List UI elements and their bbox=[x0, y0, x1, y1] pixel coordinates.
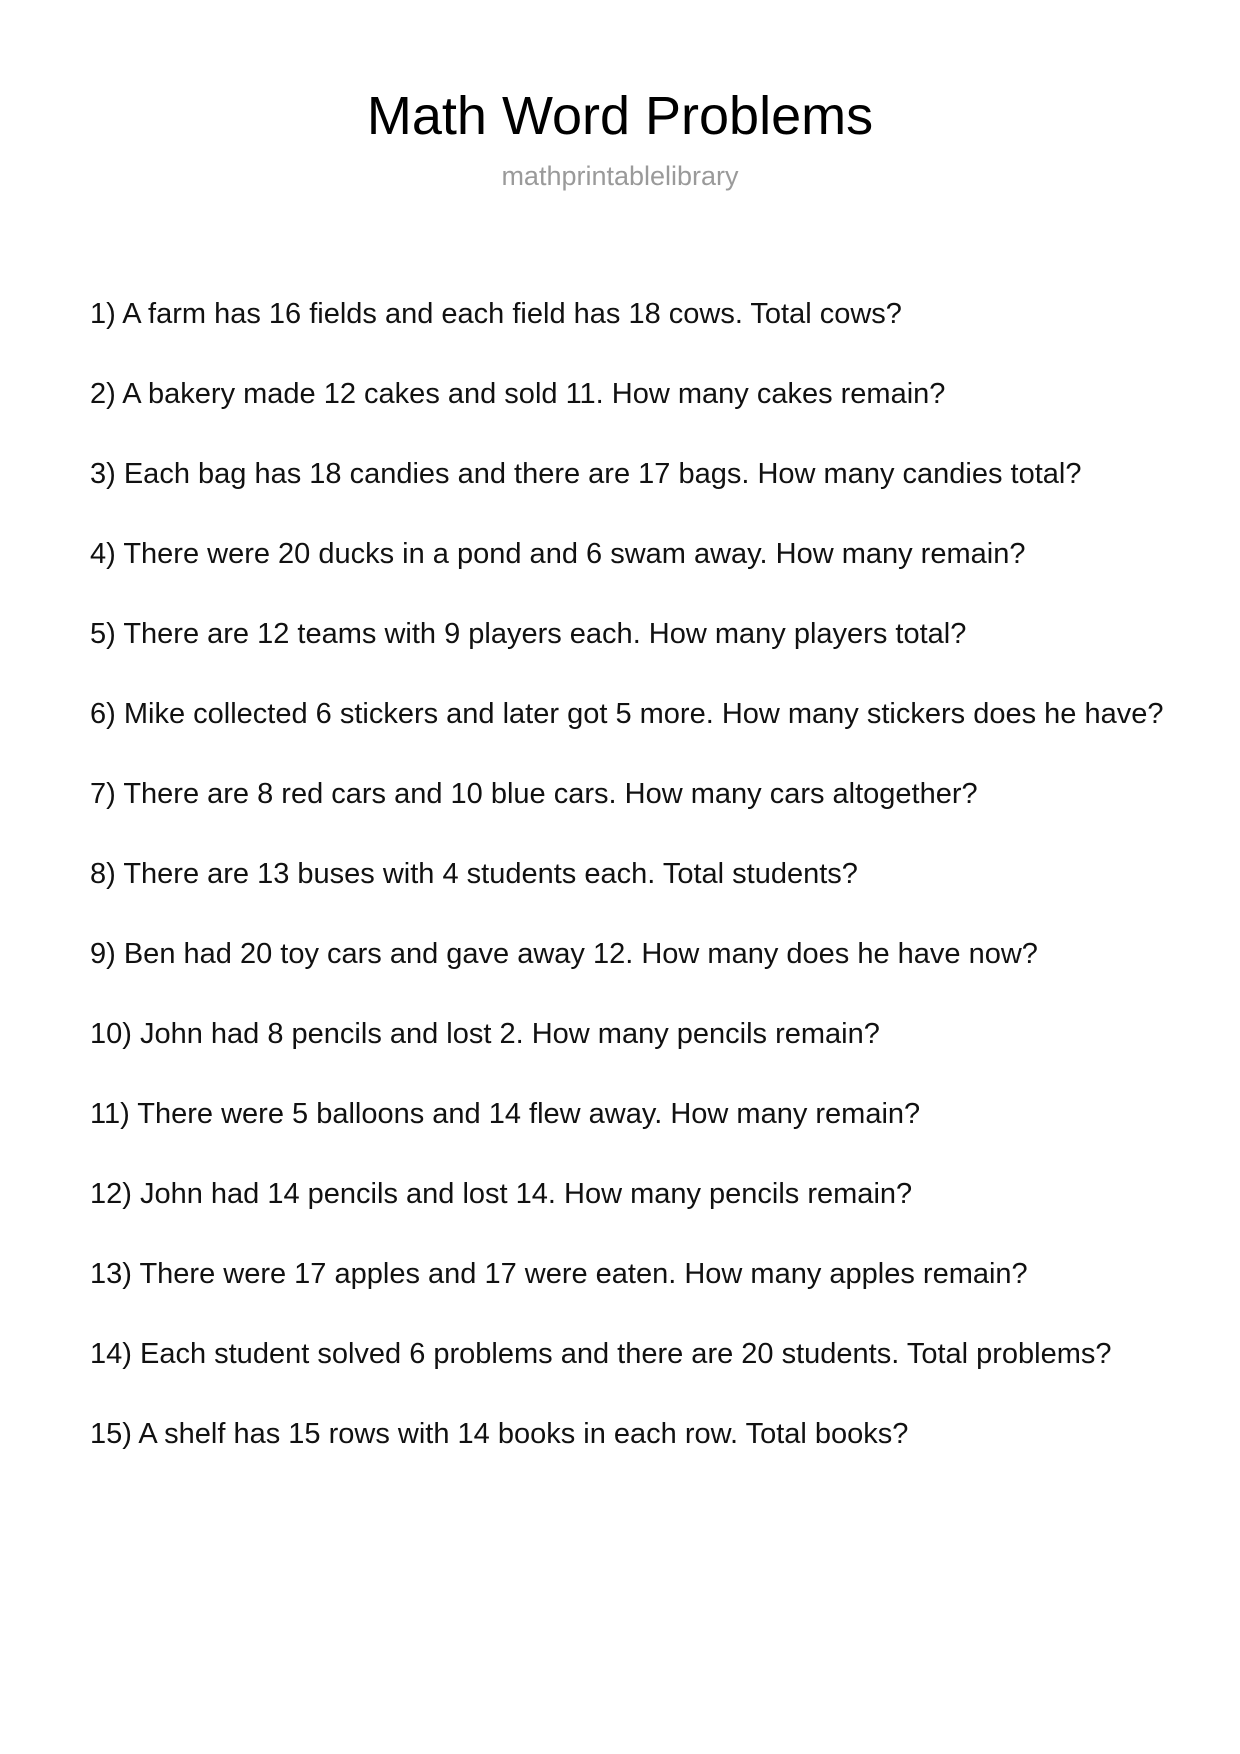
problem-item: 5) There are 12 teams with 9 players each. How many players total? bbox=[90, 618, 967, 650]
problem-item: 13) There were 17 apples and 17 were eaten. How many apples remain? bbox=[90, 1258, 1028, 1290]
problem-item: 8) There are 13 buses with 4 students each. Total students? bbox=[90, 858, 858, 890]
problem-item: 11) There were 5 balloons and 14 flew away. How many remain? bbox=[90, 1098, 921, 1130]
problem-item: 15) A shelf has 15 rows with 14 books in each row. Total books? bbox=[90, 1418, 909, 1450]
problem-item: 3) Each bag has 18 candies and there are 17 bags. How many candies total? bbox=[90, 458, 1082, 490]
problem-item: 4) There were 20 ducks in a pond and 6 swam away. How many remain? bbox=[90, 538, 1026, 570]
page-subtitle: mathprintablelibrary bbox=[501, 160, 739, 191]
page-title: Math Word Problems bbox=[366, 86, 874, 146]
problem-item: 12) John had 14 pencils and lost 14. How many pencils remain? bbox=[90, 1178, 913, 1210]
problem-item: 2) A bakery made 12 cakes and sold 11. How many cakes remain? bbox=[90, 378, 946, 410]
worksheet-header bbox=[0, 0, 1240, 192]
problem-item: 6) Mike collected 6 stickers and later got 5 more. How many stickers does he have? bbox=[90, 698, 1164, 730]
problem-item: 10) John had 8 pencils and lost 2. How many pencils remain? bbox=[90, 1018, 880, 1050]
problem-item: 1) A farm has 16 fields and each field has 18 cows. Total cows? bbox=[90, 298, 902, 330]
problem-item: 14) Each student solved 6 problems and there are 20 students. Total problems? bbox=[90, 1338, 1112, 1370]
problem-item: 9) Ben had 20 toy cars and gave away 12. How many does he have now? bbox=[90, 938, 1038, 970]
problem-item: 7) There are 8 red cars and 10 blue cars. How many cars altogether? bbox=[90, 778, 978, 810]
problem-list bbox=[90, 300, 1240, 1500]
